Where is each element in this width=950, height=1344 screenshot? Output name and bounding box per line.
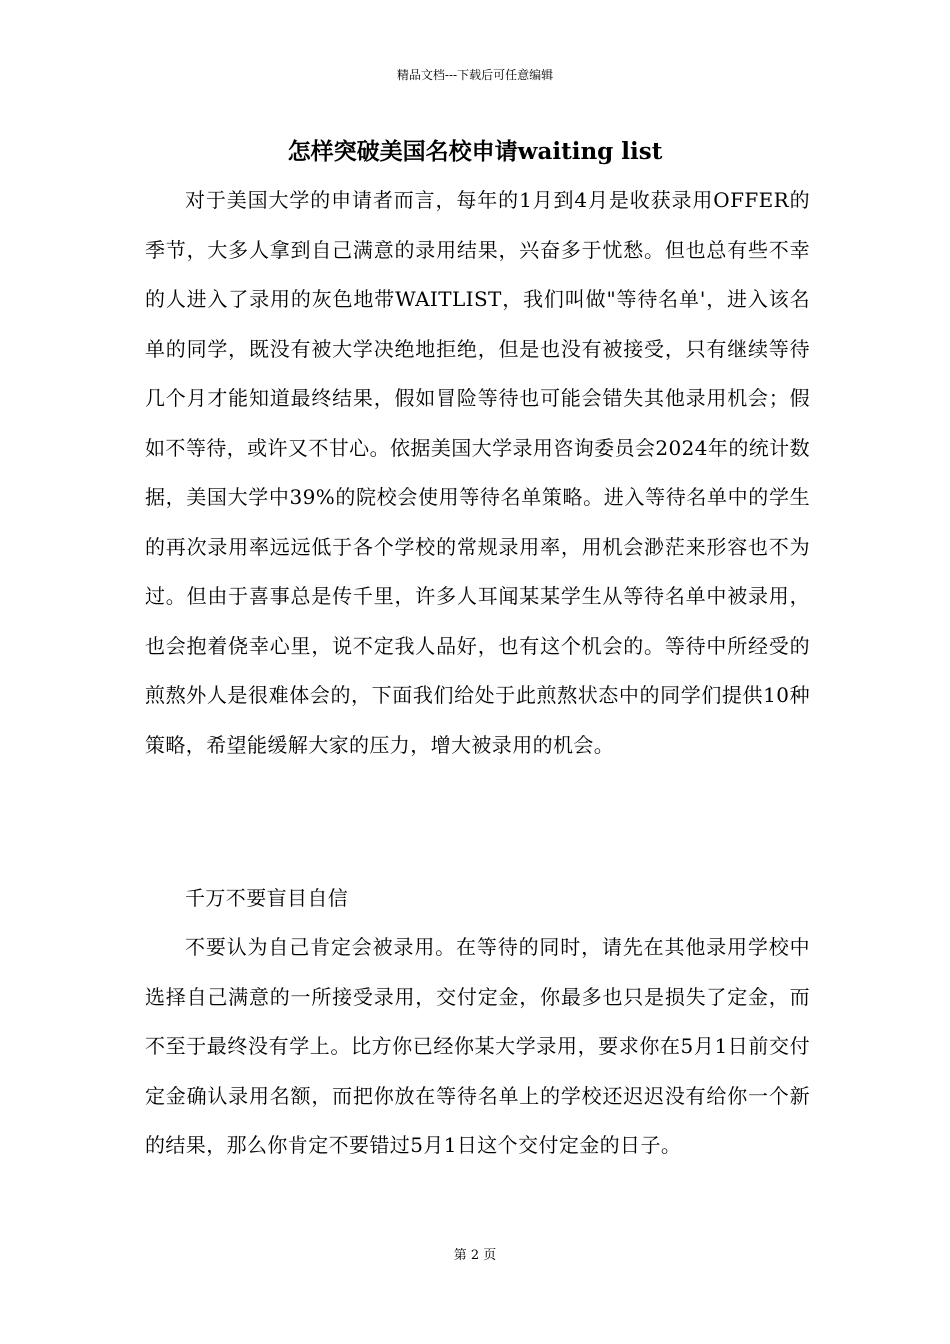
section-body <box>145 923 810 1171</box>
intro-paragraph: 对于美国大学的申请者而言，每年的1月到4月是收获录用OFFER的季节，大多人拿到自己满意的录用结果，兴奋多于忧愁。但也总有些不幸的人进入了录用的灰色地带WAITLIST，我们叫做"等待名单'，进入该名单的同学，既没有被大学决绝地拒绝，但是也没有被接受，只有继续等待几个月才能知道最终结果，假如冒险等待也可能会错失其他录用机会；假如不等待，或许又不甘心。依据美国大学录用咨询委员会2024年的统计数据，美国大学中39%的院校会使用等待名单策略。进入等待名单中的学生的再次录用率远远低于各个学校的常规录用率，用机会渺茫来形容也不为过。但由于喜事总是传千里，许多人耳闻某某学生从等待名单中被录用，也会抱着侥幸心里，说不定我人品好，也有这个机会的。等待中所经受的煎熬外人是很难体会的，下面我们给处于此煎熬状态中的同学们提供10种策略，希望能缓解大家的压力，增大被录用的机会。 <box>145 188 810 757</box>
section-heading-block <box>145 874 810 924</box>
intro-section <box>145 176 810 770</box>
section-heading: 千万不要盲目自信 <box>185 886 349 910</box>
page-number: 第 2 页 <box>453 1248 497 1263</box>
section-paragraph: 不要认为自己肯定会被录用。在等待的同时，请先在其他录用学校中选择自己满意的一所接受录用，交付定金，你最多也只是损失了定金，而不至于最终没有学上。比方你已经你某大学录用，要求你在5月1日前交付定金确认录用名额，而把你放在等待名单上的学校还迟迟没有给你一个新的结果，那么你肯定不要错过5月1日这个交付定金的日子。 <box>145 935 810 1157</box>
document-title: 怎样突破美国名校申请waiting list <box>287 138 663 165</box>
header-note: 精品文档---下载后可任意编辑 <box>396 68 554 82</box>
